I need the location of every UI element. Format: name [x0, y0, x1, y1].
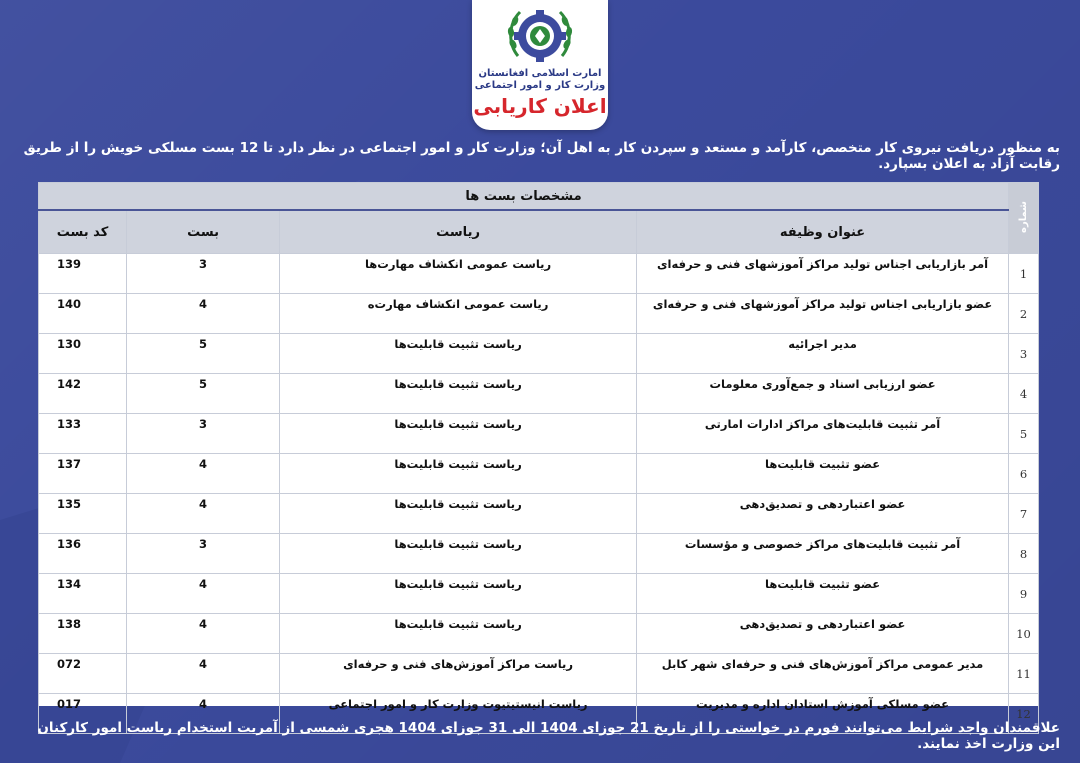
header-position-specs: مشخصات بست ها	[39, 183, 1009, 211]
header-grade: بست	[127, 210, 280, 254]
job-title-cell: عضو اعتباردهی و تصدیق‌دهی	[637, 494, 1009, 534]
table-row	[39, 454, 1039, 494]
table-row	[39, 534, 1039, 574]
row-number: 10	[1009, 614, 1039, 654]
table-row	[39, 374, 1039, 414]
table-row	[39, 334, 1039, 374]
department-cell: ریاست عمومی انکشاف مهارت‌ها	[280, 254, 637, 294]
department-cell: ریاست تثبیت قابلیت‌ها	[280, 614, 637, 654]
job-title-cell: عضو اعتباردهی و تصدیق‌دهی	[637, 614, 1009, 654]
row-number: 8	[1009, 534, 1039, 574]
row-number: 5	[1009, 414, 1039, 454]
row-number: 9	[1009, 574, 1039, 614]
grade-cell: 3	[127, 414, 280, 454]
job-title-cell: مدیر عمومی مراکز آموزش‌های فنی و حرفه‌ای شهر کابل	[637, 654, 1009, 694]
table-row	[39, 614, 1039, 654]
job-title-cell: عضو تثبیت قابلیت‌ها	[637, 454, 1009, 494]
position-code-cell: 134	[39, 574, 127, 614]
grade-cell: 5	[127, 374, 280, 414]
grade-cell: 4	[127, 614, 280, 654]
row-number: 7	[1009, 494, 1039, 534]
row-number: 6	[1009, 454, 1039, 494]
positions-table	[38, 182, 1038, 721]
position-code-cell: 133	[39, 414, 127, 454]
header-logo-card	[472, 0, 608, 130]
ministry-emblem-icon	[504, 4, 576, 70]
department-cell: ریاست انیستیتیوت وزارت کار و امور اجتماعی	[280, 694, 637, 734]
footer-note: علاقمندان واجد شرایط می‌توانند فورم در خواستی را از تاریخ 21 جوزای 1404 الی 31 جوزای 1404 هجری شمسی از آمریت استخدام ریاست امور کارکنان این وزارت اخذ نمایند.	[37, 720, 1060, 752]
department-cell: ریاست تثبیت قابلیت‌ها	[280, 334, 637, 374]
department-cell: ریاست تثبیت قابلیت‌ها	[280, 454, 637, 494]
table-row	[39, 494, 1039, 534]
position-code-cell: 136	[39, 534, 127, 574]
header-position-code: کد بست	[39, 210, 127, 254]
department-cell: ریاست تثبیت قابلیت‌ها	[280, 414, 637, 454]
grade-cell: 4	[127, 654, 280, 694]
org-name-line2: وزارت کار و امور اجتماعی	[474, 80, 606, 91]
department-cell: ریاست تثبیت قابلیت‌ها	[280, 494, 637, 534]
job-title-cell: عضو مسلکی آموزش استادان اداره و مدیریت	[637, 694, 1009, 734]
job-title-cell: عضو تثبیت قابلیت‌ها	[637, 574, 1009, 614]
row-number: 12	[1009, 694, 1039, 734]
grade-cell: 4	[127, 294, 280, 334]
table-row	[39, 294, 1039, 334]
row-number: 2	[1009, 294, 1039, 334]
position-code-cell: 142	[39, 374, 127, 414]
row-number: 1	[1009, 254, 1039, 294]
table-row	[39, 574, 1039, 614]
announcement-title: اعلان کاریابی	[473, 94, 607, 118]
department-cell: ریاست تثبیت قابلیت‌ها	[280, 574, 637, 614]
job-title-cell: آمر تثبیت قابلیت‌های مراکز خصوصی و مؤسسات	[637, 534, 1009, 574]
position-code-cell: 017	[39, 694, 127, 734]
position-code-cell: 138	[39, 614, 127, 654]
position-code-cell: 140	[39, 294, 127, 334]
department-cell: ریاست تثبیت قابلیت‌ها	[280, 374, 637, 414]
job-title-cell: آمر بازاریابی اجناس تولید مراکز آموزشهای فنی و حرفه‌ای	[637, 254, 1009, 294]
job-title-cell: عضو ارزیابی اسناد و جمع‌آوری معلومات	[637, 374, 1009, 414]
department-cell: ریاست عمومی انکشاف مهارت‌ه	[280, 294, 637, 334]
table-row	[39, 254, 1039, 294]
intro-paragraph: به منظور دریافت نیروی کار متخصص، کارآمد و مستعد و سپردن کار به اهل آن؛ وزارت کار و امور اجتماعی در نظر دارد تا 12 بست مسلکی خویش را از طریق رقابت آزاد به اعلان بسپارد.	[23, 140, 1060, 172]
table-row	[39, 414, 1039, 454]
grade-cell: 4	[127, 454, 280, 494]
header-department: ریاست	[280, 210, 637, 254]
row-number: 3	[1009, 334, 1039, 374]
grade-cell: 3	[127, 534, 280, 574]
grade-cell: 4	[127, 494, 280, 534]
header-job-title: عنوان وظیفه	[637, 210, 1009, 254]
grade-cell: 3	[127, 254, 280, 294]
position-code-cell: 139	[39, 254, 127, 294]
department-cell: ریاست تثبیت قابلیت‌ها	[280, 534, 637, 574]
grade-cell: 5	[127, 334, 280, 374]
position-code-cell: 135	[39, 494, 127, 534]
job-title-cell: مدیر اجرائیه	[637, 334, 1009, 374]
grade-cell: 4	[127, 694, 280, 734]
row-number: 11	[1009, 654, 1039, 694]
job-title-cell: آمر تثبیت قابلیت‌های مراکز ادارات امارتی	[637, 414, 1009, 454]
position-code-cell: 130	[39, 334, 127, 374]
row-number: 4	[1009, 374, 1039, 414]
table-row	[39, 654, 1039, 694]
header-number: شماره	[1009, 183, 1039, 254]
grade-cell: 4	[127, 574, 280, 614]
job-title-cell: عضو بازاریابی اجناس تولید مراکز آموزشهای فنی و حرفه‌ای	[637, 294, 1009, 334]
org-name-line1: امارت اسلامی افغانستان	[478, 68, 602, 79]
department-cell: ریاست مراکز آموزش‌های فنی و حرفه‌ای	[280, 654, 637, 694]
position-code-cell: 072	[39, 654, 127, 694]
position-code-cell: 137	[39, 454, 127, 494]
